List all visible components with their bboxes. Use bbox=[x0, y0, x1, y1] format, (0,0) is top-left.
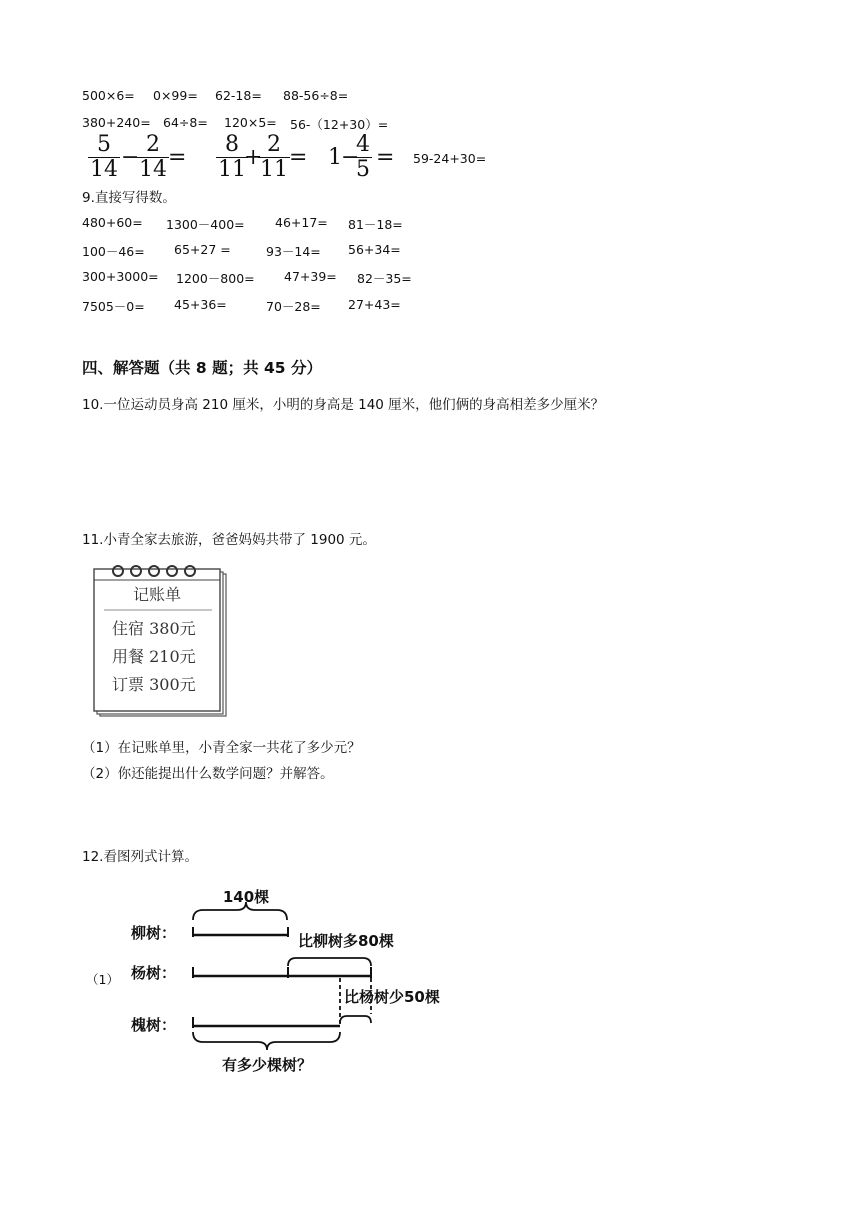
calc-item: 47+39= bbox=[284, 269, 337, 284]
calc-item: 100－46= bbox=[82, 244, 145, 259]
q12-sub1-label: （1） bbox=[86, 972, 119, 987]
whole-number: 1 bbox=[328, 145, 342, 170]
calc-item: 81－18= bbox=[348, 217, 403, 232]
section-heading: 四、解答题（共 8 题；共 45 分） bbox=[82, 359, 322, 377]
equals: = bbox=[376, 145, 395, 170]
q10-text: 10.一位运动员身高 210 厘米，小明的身高是 140 厘米，他们俩的身高相差多少厘米？ bbox=[82, 397, 605, 413]
calc-item: 300+3000= bbox=[82, 269, 159, 284]
operator: + bbox=[244, 145, 263, 170]
q11-sub1: （1）在记账单里，小青全家一共花了多少元？ bbox=[82, 740, 361, 756]
numerator: 8 bbox=[225, 132, 239, 157]
calc-item: 1200－800= bbox=[176, 271, 255, 286]
top-count-label: 140棵 bbox=[222, 888, 270, 906]
more-note: 比柳树多80棵 bbox=[298, 932, 394, 950]
willow-label: 柳树： bbox=[131, 924, 177, 942]
calc-item: 62-18= bbox=[215, 88, 262, 103]
denominator: 5 bbox=[356, 157, 370, 182]
calc-item: 480+60= bbox=[82, 215, 143, 230]
calc-item: 45+36= bbox=[174, 297, 227, 312]
ledger-item: 住宿 380元 bbox=[112, 619, 196, 638]
calc-item: 380+240= bbox=[82, 115, 151, 130]
calc-item: 59-24+30= bbox=[413, 151, 487, 166]
calc-item: 46+17= bbox=[275, 215, 328, 230]
ledger-item: 用餐 210元 bbox=[112, 647, 196, 666]
q11-sub2: （2）你还能提出什么数学问题？并解答。 bbox=[82, 766, 334, 782]
ledger-title: 记账单 bbox=[132, 585, 182, 604]
ledger-illustration bbox=[90, 560, 230, 720]
fraction bbox=[137, 134, 169, 181]
question-label: 有多少棵树？ bbox=[221, 1056, 313, 1074]
bottom-brace bbox=[193, 1032, 340, 1050]
calc-item: 56+34= bbox=[348, 242, 401, 257]
calc-item: 0×99= bbox=[153, 88, 198, 103]
calc-item: 56-（12+30）= bbox=[290, 117, 389, 132]
calc-item: 93－14= bbox=[266, 244, 321, 259]
operator: − bbox=[341, 145, 360, 170]
calc-item: 500×6= bbox=[82, 88, 135, 103]
q12-text: 12.看图列式计算。 bbox=[82, 849, 198, 865]
q11-text: 11.小青全家去旅游，爸爸妈妈共带了 1900 元。 bbox=[82, 532, 376, 548]
calc-item: 82－35= bbox=[357, 271, 412, 286]
tree-line-diagram bbox=[125, 880, 485, 1080]
equals: = bbox=[168, 145, 187, 170]
operator: − bbox=[121, 145, 140, 170]
calc-item: 64÷8= bbox=[163, 115, 208, 130]
poplar-label: 杨树： bbox=[131, 964, 177, 982]
fraction bbox=[88, 134, 120, 181]
q9-title: 9.直接写得数。 bbox=[82, 190, 176, 206]
denominator: 11 bbox=[218, 157, 246, 182]
numerator: 2 bbox=[146, 132, 160, 157]
calc-item: 7505－0= bbox=[82, 299, 145, 314]
fraction bbox=[354, 134, 372, 181]
calc-item: 1300－400= bbox=[166, 217, 245, 232]
calc-item: 27+43= bbox=[348, 297, 401, 312]
locust-label: 槐树： bbox=[131, 1016, 177, 1034]
denominator: 14 bbox=[90, 157, 118, 182]
ledger-item: 订票 300元 bbox=[112, 675, 196, 694]
calc-item: 70－28= bbox=[266, 299, 321, 314]
calc-item: 88-56÷8= bbox=[283, 88, 349, 103]
calc-item: 120×5= bbox=[224, 115, 277, 130]
calc-item: 65+27 = bbox=[174, 242, 231, 257]
numerator: 5 bbox=[97, 132, 111, 157]
denominator: 14 bbox=[139, 157, 167, 182]
fraction bbox=[258, 134, 290, 181]
numerator: 4 bbox=[356, 132, 370, 157]
equals: = bbox=[289, 145, 308, 170]
denominator: 11 bbox=[260, 157, 288, 182]
less-brace bbox=[340, 1016, 371, 1023]
less-note: 比杨树少50棵 bbox=[344, 988, 440, 1006]
more-brace bbox=[288, 958, 371, 966]
numerator: 2 bbox=[267, 132, 281, 157]
